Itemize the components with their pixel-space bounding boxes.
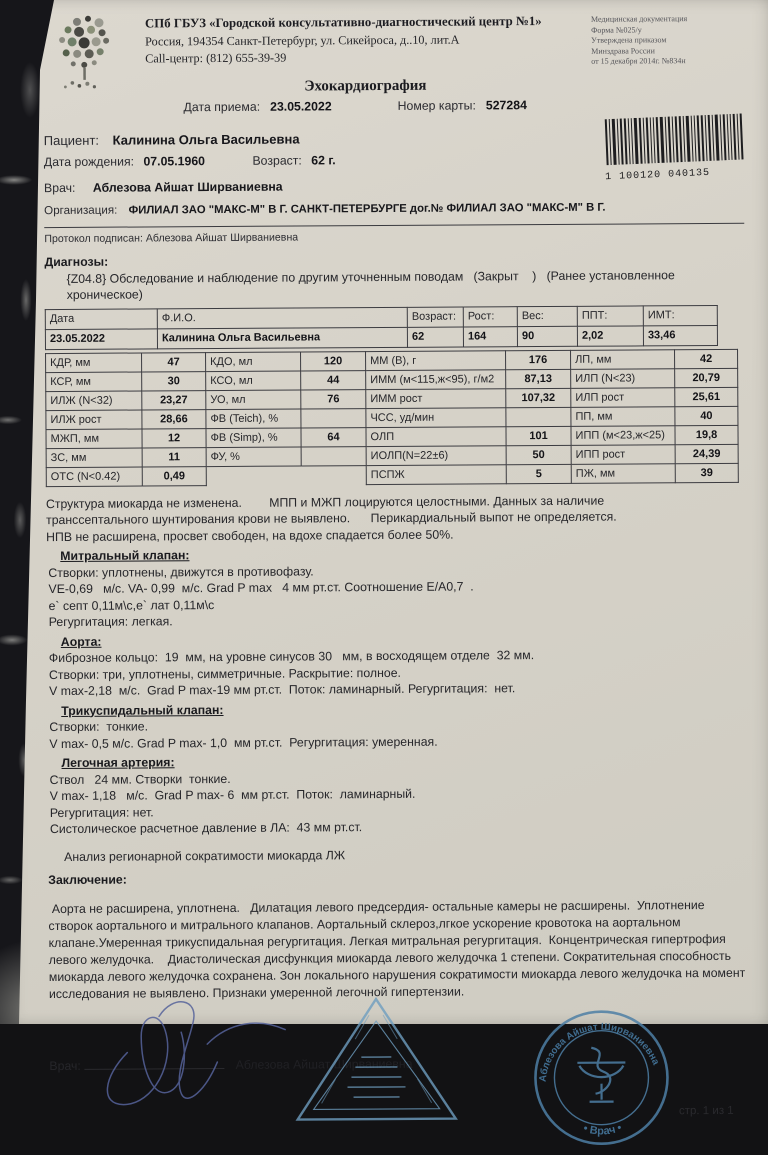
doctor-label: Врач:	[44, 180, 76, 194]
footer-doctor-label: Врач:	[49, 1058, 81, 1072]
valve-sections	[46, 544, 748, 838]
patient-table-header-cell: Возраст:	[407, 307, 463, 327]
measurement-label: КДР, мм	[46, 352, 142, 372]
valve-section-line: V max- 1,18 м/с. Grad P max- 6 мм рт.ст. Поток: ламинарный.	[50, 784, 748, 805]
intake-row	[183, 96, 743, 116]
measurements-empty-cell	[206, 465, 366, 485]
measurement-label: ЛП, мм	[571, 349, 675, 369]
report-title: Эхокардиография	[145, 76, 585, 95]
patient-table-cell: 62	[407, 327, 463, 347]
measurement-value: 47	[142, 352, 206, 371]
doctor-name: Аблезова Айшат Ширваниевна	[93, 179, 283, 194]
document-footer	[49, 1024, 750, 1148]
measurement-label: ЗС, мм	[46, 447, 142, 467]
patient-table-data-row	[45, 325, 717, 349]
measurement-label: КДО, мл	[206, 352, 301, 372]
measurement-value: 42	[675, 349, 738, 368]
myocardium-text	[46, 491, 746, 545]
valve-section	[47, 629, 747, 699]
form-note-line: от 15 декабря 2014г. №834н	[591, 56, 743, 67]
measurement-label: ММ (В), г	[366, 350, 506, 370]
valve-section-line: Регургитация: легкая.	[49, 610, 747, 631]
measurement-value: 12	[142, 428, 206, 447]
barcode-number: 1 100120 040135	[605, 166, 761, 184]
diagnosis-text	[67, 266, 745, 303]
clinic-logo	[43, 10, 136, 95]
round-stamp-name: Аблезова Айшат Ширваниевна	[537, 1021, 661, 1082]
measurement-label: ФУ, %	[206, 447, 301, 467]
measurement-value: 40	[675, 406, 738, 425]
protocol-signed-line: Протокол подписан: Аблезова Айшат Ширваниевна	[44, 226, 744, 247]
measurement-label: ИЛП (N<23)	[571, 368, 675, 388]
myocardium-line: Структура миокарда не изменена. МПП и МЖП лоцируются целостными. Данных за наличие	[46, 491, 746, 512]
patient-table-header-cell: Вес:	[517, 306, 577, 326]
age-label: Возраст:	[252, 153, 302, 167]
organization-value: ФИЛИАЛ ЗАО "МАКС-М" В Г. САНКТ-ПЕТЕРБУРГЕ дог.№ ФИЛИАЛ ЗАО "МАКС-М" В Г.	[129, 202, 606, 217]
valve-section-line: Створки: уплотнены, движутся в противофазу.	[48, 560, 746, 581]
valve-section-line: Регургитация: нет.	[50, 800, 748, 821]
patient-info-table	[45, 304, 718, 349]
measurement-value: 28,66	[142, 409, 206, 428]
measurement-label: ИЛЖ (N<32)	[46, 390, 142, 410]
measurement-label: УО, мл	[206, 390, 301, 410]
patient-table-header-cell: Дата	[45, 308, 157, 329]
measurement-label: ИЛП рост	[571, 387, 675, 407]
patient-table-cell: 90	[517, 326, 577, 346]
valve-section-line: Створки: три, уплотнены, симметричные. Раскрытие: полное.	[49, 662, 747, 683]
barcode	[603, 113, 762, 183]
measurement-label: ПСПЖ	[366, 464, 506, 484]
document-header	[43, 6, 744, 96]
triangle-stamp	[291, 994, 462, 1125]
measurements-row	[46, 463, 738, 486]
diagnoses-label: Диагнозы:	[44, 250, 744, 271]
valve-section-heading: Трикуспидальный клапан:	[61, 698, 747, 719]
measurement-value: 5	[506, 464, 571, 483]
measurement-label: ОЛП	[366, 426, 506, 446]
analysis-line: Анализ регионарной сократимости миокарда ЛЖ	[64, 844, 748, 865]
measurement-value: 11	[142, 447, 206, 466]
doctor-signature	[89, 991, 310, 1122]
birthdate-label: Дата рождения:	[44, 155, 134, 170]
footer-doctor-name: Аблезова Айшат Ширваниевна	[236, 1056, 413, 1071]
diagnoses-block	[44, 250, 744, 304]
measurement-label: ИОЛП(N=22±6)	[366, 445, 506, 465]
myocardium-line: НПВ не расширена, просвет свободен, на вдохе спадается более 50%.	[46, 524, 746, 545]
measurement-value: 176	[506, 350, 571, 369]
measurement-value: 30	[142, 371, 206, 390]
patient-label: Пациент:	[44, 132, 99, 147]
form-note-line: Медицинская документация	[591, 14, 743, 25]
measurement-value: 44	[301, 370, 366, 389]
valve-section-line: Створки: тонкие.	[49, 715, 747, 736]
measurement-value: 19,8	[675, 425, 738, 444]
measurement-label: ФВ (Simp), %	[206, 428, 301, 448]
conclusion-text: Аорта не расширена, уплотнена. Дилатация левого предсердия- остальные камеры не расширены. Уплотнение створок аортального и митрального клапанов. Аортальный склероз,лгкое ускорение кровотока на аортальном клапане.Умеренная трикуспидальная регургитация. Легкая митральная регургитация. Концентрическая гипертрофия левого желудочка. Диастолическая дисфункция миокарда левого желудочка 1 степени. Сократительная способность миокарда левого желудочка сохранена. Зон локального нарушения сократимости миокарда левого желудочка на момент исследования не выявлено. Признаки умеренной легочной гипертензии.	[48, 896, 749, 1002]
conclusion-heading: Заключение:	[48, 868, 748, 889]
clinic-phone: Call-центр: (812) 655-39-39	[145, 48, 585, 67]
valve-section-line: Фиброзное кольцо: 19 мм, на уровне синусов 30 мм, в восходящем отделе 32 мм.	[49, 646, 747, 667]
patient-table-cell: Калинина Ольга Васильевна	[157, 327, 407, 349]
valve-section-heading: Митральный клапан:	[60, 544, 746, 565]
clinic-info	[145, 7, 586, 96]
age-value: 62 г.	[311, 153, 335, 167]
measurement-label: КСР, мм	[46, 371, 142, 391]
card-number-value: 527284	[486, 97, 527, 114]
page-indicator: стр. 1 из 1	[679, 1102, 734, 1119]
measurement-value: 120	[301, 351, 366, 370]
form-note-line: Утверждена приказом	[591, 35, 743, 46]
clinic-address: Россия, 194354 Санкт-Петербург, ул. Сикейроса, д..10, лит.А	[145, 30, 585, 49]
measurement-label: ИПП рост	[571, 444, 675, 464]
measurement-label: ФВ (Teich), %	[206, 409, 301, 429]
round-stamp	[527, 1003, 676, 1152]
clinic-name: СПб ГБУЗ «Городской консультативно-диагностический центр №1»	[145, 13, 585, 32]
valve-section-line: е` септ 0,11м\с,е` лат 0,11м\с	[49, 593, 747, 614]
form-note	[591, 6, 744, 93]
measurements-table	[45, 348, 739, 486]
diagnosis-line: хроническое)	[67, 283, 745, 304]
valve-section	[46, 544, 746, 631]
birthdate-value: 07.05.1960	[143, 154, 205, 168]
measurement-value: 24,39	[675, 444, 738, 463]
patient-table-cell: 2,02	[577, 325, 643, 345]
form-note-line: Форма №025/у	[591, 24, 743, 35]
measurement-value: 64	[301, 427, 366, 446]
measurement-value: 23,27	[142, 390, 206, 409]
card-number-label: Номер карты:	[398, 97, 476, 114]
diagnosis-line: {Z04.8} Обследование и наблюдение по другим уточненным поводам (Закрыт ) (Ранее установленное	[67, 266, 745, 287]
patient-table-header-cell: Рост:	[463, 306, 517, 326]
measurement-value	[301, 446, 366, 465]
valve-section	[47, 751, 747, 838]
measurement-label: КСО, мл	[206, 371, 301, 391]
valve-section	[47, 698, 747, 752]
valve-section-line: Систолическое расчетное давление в ЛА: 43 мм рт.ст.	[50, 817, 748, 838]
valve-section-line: VE-0,69 м/с. VA- 0,99 м/с. Grad P max 4 мм рт.ст. Соотношение Е/А0,7 .	[48, 577, 746, 598]
myocardium-line: транссептального шунтирования крови не выявлено. Перикардиальный выпот не определяется.	[46, 508, 746, 529]
barcode-bars	[603, 113, 755, 167]
patient-name: Калинина Ольга Васильевна	[113, 131, 300, 147]
patient-table-header-cell: ППТ:	[577, 305, 643, 325]
measurement-value: 39	[675, 463, 738, 482]
measurement-value	[506, 407, 571, 426]
measurement-value: 76	[301, 389, 366, 408]
valve-section-line: V max-2,18 м/с. Grad P max-19 мм рт.ст. Поток: ламинарный. Регургитация: нет.	[49, 679, 747, 700]
valve-section-heading: Аорта:	[61, 629, 747, 650]
measurement-value: 87,13	[506, 369, 571, 388]
valve-section-line: Ствол 24 мм. Створки тонкие.	[50, 767, 748, 788]
measurement-label: ИММ рост	[366, 388, 506, 408]
intake-date-value: 23.05.2022	[270, 98, 332, 115]
organization-label: Организация:	[44, 204, 117, 217]
measurement-label: ИММ (м<115,ж<95), г/м2	[366, 369, 506, 389]
measurement-value: 107,32	[506, 388, 571, 407]
measurement-value	[301, 408, 366, 427]
measurement-label: ЧСС, уд/мин	[366, 407, 506, 427]
patient-table-header-cell: Ф.И.О.	[157, 307, 407, 329]
measurement-label: ИЛЖ рост	[46, 409, 142, 429]
valve-section-line: V max- 0,5 м/с. Grad P max- 1,0 мм рт.ст. Регургитация: умеренная.	[49, 731, 747, 752]
patient-table-cell: 164	[463, 326, 517, 346]
form-note-line: Минздрава России	[591, 45, 743, 56]
measurement-value: 25,61	[675, 387, 738, 406]
round-stamp-role: • Врач •	[582, 1121, 624, 1137]
measurement-label: ИПП (м<23,ж<25)	[571, 425, 675, 445]
patient-table-header-cell: ИМТ:	[643, 305, 717, 325]
measurement-value: 101	[506, 426, 571, 445]
measurement-value: 50	[506, 445, 571, 464]
hygieia-bowl-icon	[577, 1047, 625, 1101]
measurement-label: ПП, мм	[571, 406, 675, 426]
intake-date-label: Дата приема:	[183, 99, 260, 116]
patient-table-cell: 23.05.2022	[45, 328, 157, 349]
measurement-label: ПЖ, мм	[571, 463, 675, 483]
patient-table-cell: 33,46	[643, 325, 717, 345]
measurement-label: ОТС (N<0.42)	[46, 466, 142, 486]
valve-section-heading: Легочная артерия:	[61, 751, 747, 772]
measurement-value: 20,79	[675, 368, 738, 387]
measurement-value: 0,49	[142, 466, 206, 485]
measurement-label: МЖП, мм	[46, 428, 142, 448]
